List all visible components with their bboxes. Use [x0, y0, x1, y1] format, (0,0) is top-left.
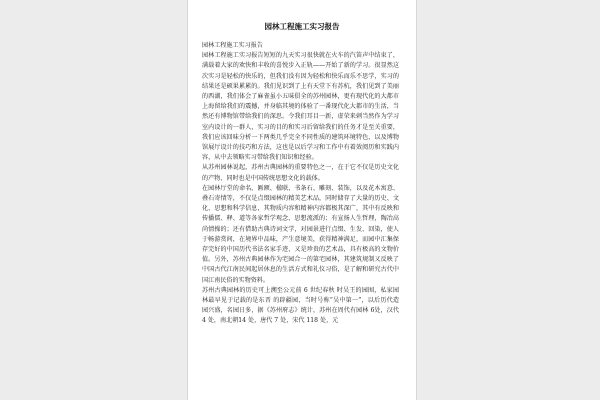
- paragraph-garden-details: 在园林厅堂的命名、匾额、楹联、书条石、雕刻、装饰，以及花木寓意、叠石寄情等，不仅是点缀园林的精美艺术品，同时储存了大量的历史、文化、思想和科学信息，其物质内容和精神内容都极其深广，其中有反映和传播儒、释、道等各家哲学观念、思想流派的；有宣扬人生哲理，陶冶高尚情操的；还有借助古典诗词文学，对园景进行点缀、生发、回染，使人于畅游赏间，在境界中品味，产生意境美，获得精神满足，而园中汇集保存完好的中国历代书法名家手迹，又是珍贵的艺术品，具有极高的文物价值。另外，苏州古典园林作为宅园合一的第宅园林，其建筑规制又反映了中国古代江南民间起居休息的生活方式和礼仪习俗，是了解和研究古代中国江南民俗的实物资料。: [202, 184, 399, 284]
- document-page: [188, 0, 416, 400]
- document-title: 园林工程施工实习报告: [264, 22, 340, 31]
- paragraph-intro: 园林工程施工实习报告短短的九天实习很快就在火车的汽笛声中结束了，满载着大家的欢快和丰收的喜悦步入正轨——开始了新的学习。很显然这次实习是轻松的快乐的，但我们没有因为轻松和快乐而乐不思学，实习的结果还是硕果累累的。我们见识到了上有天堂下有苏杭，我们见到了美丽的西湖，我们体会了麻雀虽小五味俱全的苏州园林，更有现代化的大都市上海留给我们的震撼，并身临其境的体验了一番现代化大都市的生活，当然还有博物馆带给我们的深思。令我们耳目一新，虚荣来刺当然作为学习室内设计的一群人，实习的目的和实习后留给我们的任务才是至关重要，我们应该回味分析一下两类几乎完全不同性质的建筑环境特色，以及博物馆展厅设计的技巧和方法，这也是以后学习和工作中有着效阅历和实践内容，从中去领略实习带给我们知识和经验。: [202, 52, 399, 162]
- paragraph-garden-history: 苏州古典园林的历史可上溯至公元前 6 世纪春秋 时吴王的园囿，私家园林最早见于记载的是东晋 的辟疆园，当时号称“吴中第一”，以后历代造园兴盛，名园日多，据《苏州府志》统计，苏州在周代有园林 6处，汉代 4 处，南北朝14 处，唐代 7 处，宋代 118 处，元: [202, 286, 399, 325]
- paragraph-subtitle: 园林工程施工实习报告: [202, 42, 263, 49]
- document-body: [202, 41, 399, 327]
- paragraph-suzhou-gardens: 从苏州园林说起，苏州古典园林的重要特色之一，在于它不仅是历史文化的产物，同时也是中国传统思想文化的载体。: [202, 164, 399, 182]
